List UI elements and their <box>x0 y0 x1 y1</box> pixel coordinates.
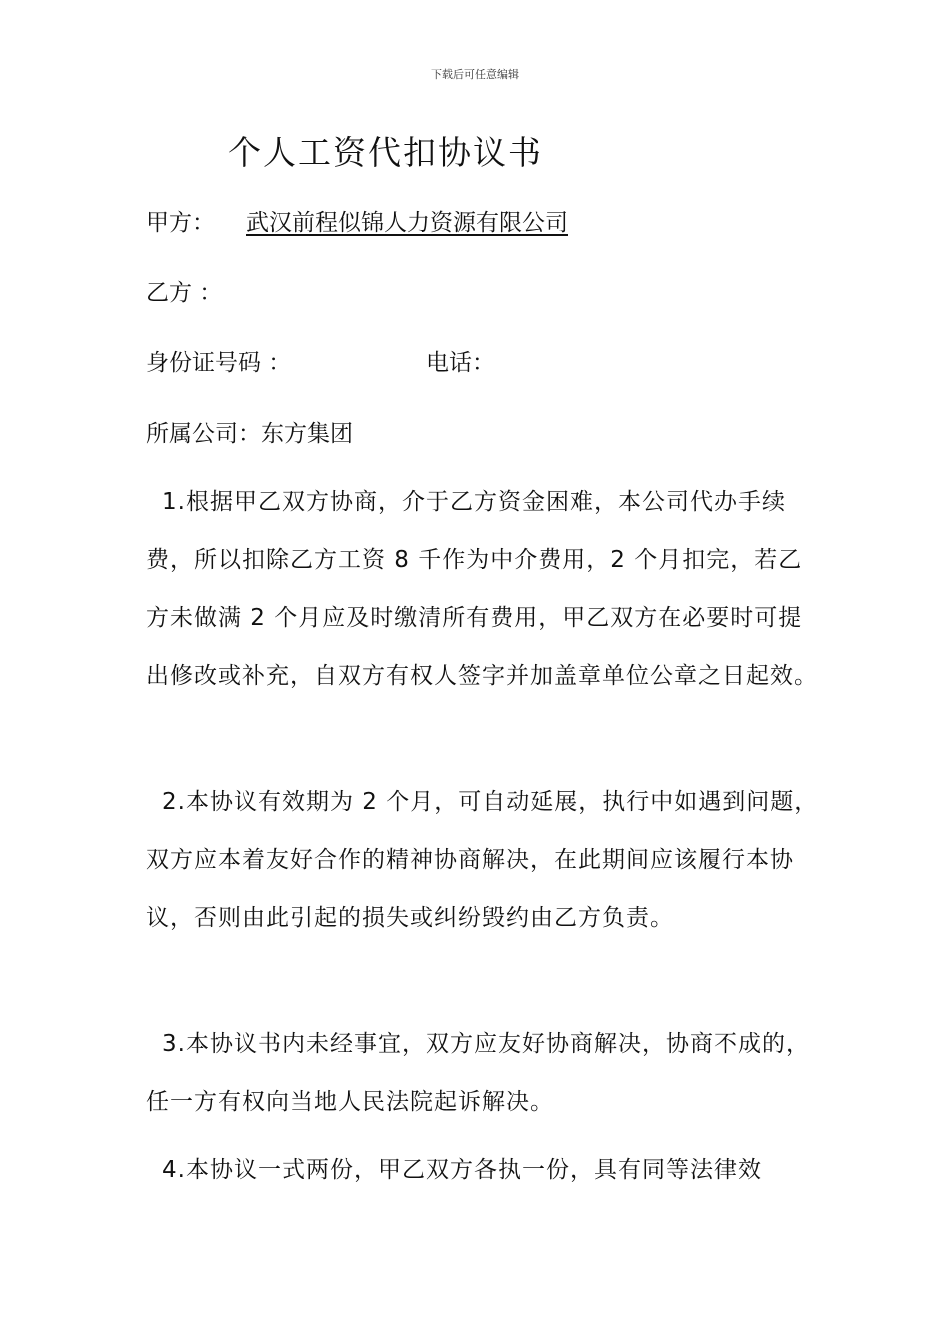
phone-label: 电话： <box>426 350 495 376</box>
clause-4: 4.本协议一式两份，甲乙双方各执一份，具有同等法律效 <box>162 1157 762 1183</box>
party-b-label: 乙方 ： <box>146 280 223 306</box>
id-number-label: 身份证号码 ： <box>146 350 292 376</box>
clause-2: 2.本协议有效期为 2 个月，可自动延展，执行中如遇到问题，双方应本着友好合作的精神协商解决，在此期间应该履行本协议，否则由此引起的损失或纠纷毁约由乙方负责。 <box>146 789 819 931</box>
party-a-label: 甲方： <box>146 210 215 236</box>
clause-3: 3.本协议书内未经事宜，双方应友好协商解决，协商不成的，任一方有权向当地人民法院起诉解决。 <box>146 1031 810 1115</box>
document-title: 个人工资代扣协议书 <box>228 133 543 172</box>
party-a-value: 武汉前程似锦人力资源有限公司 <box>246 210 568 236</box>
affiliated-company: 所属公司：东方集团 <box>146 421 353 447</box>
clause-1: 1.根据甲乙双方协商，介于乙方资金困难，本公司代办手续费，所以扣除乙方工资 8 千作为中介费用，2 个月扣完，若乙方未做满 2 个月应及时缴清所有费用，甲乙双方在必要时可提出修改或补充，自双方有权人签字并加盖章单位公章之日起效。 <box>146 489 818 689</box>
page-header-note: 下载后可任意编辑 <box>431 68 519 81</box>
